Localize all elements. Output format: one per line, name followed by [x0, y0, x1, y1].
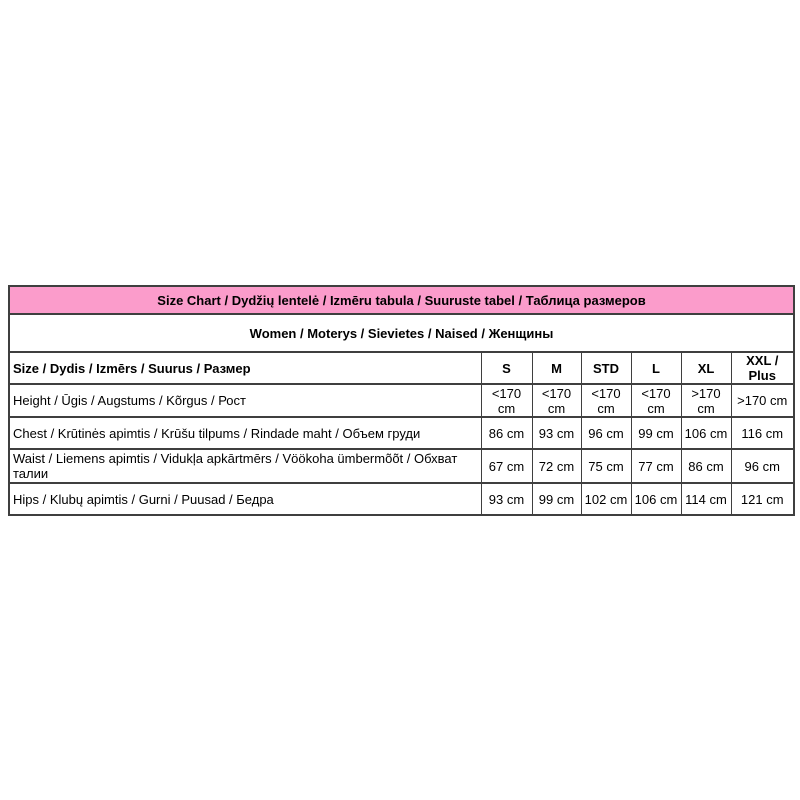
- column-header-row: [9, 352, 794, 384]
- waist-value-l: 77 cm: [631, 449, 681, 483]
- height-value-s: <170 cm: [481, 384, 532, 417]
- table-row-chest: [9, 417, 794, 449]
- row-label-chest: Chest / Krūtinės apimtis / Krūšu tilpums / Rindade maht / Объем груди: [9, 417, 481, 449]
- chest-value-m: 93 cm: [532, 417, 581, 449]
- subtitle-row: [9, 314, 794, 352]
- hips-value-l: 106 cm: [631, 483, 681, 515]
- height-value-std: <170 cm: [581, 384, 631, 417]
- column-header-size-xxl-plus: XXL / Plus: [731, 352, 794, 384]
- chest-value-xl: 106 cm: [681, 417, 731, 449]
- waist-value-xl: 86 cm: [681, 449, 731, 483]
- table-row-height: [9, 384, 794, 417]
- table-row-waist: [9, 449, 794, 483]
- chest-value-s: 86 cm: [481, 417, 532, 449]
- column-header-size-l: L: [631, 352, 681, 384]
- hips-value-xl: 114 cm: [681, 483, 731, 515]
- height-value-xxl-plus: >170 cm: [731, 384, 794, 417]
- height-value-l: <170 cm: [631, 384, 681, 417]
- waist-value-std: 75 cm: [581, 449, 631, 483]
- hips-value-std: 102 cm: [581, 483, 631, 515]
- hips-value-xxl-plus: 121 cm: [731, 483, 794, 515]
- chest-value-std: 96 cm: [581, 417, 631, 449]
- chest-value-xxl-plus: 116 cm: [731, 417, 794, 449]
- height-value-xl: >170 cm: [681, 384, 731, 417]
- gender-subtitle: Women / Moterys / Sievietes / Naised / Женщины: [9, 314, 794, 352]
- waist-value-s: 67 cm: [481, 449, 532, 483]
- column-header-size-xl: XL: [681, 352, 731, 384]
- chest-value-l: 99 cm: [631, 417, 681, 449]
- hips-value-s: 93 cm: [481, 483, 532, 515]
- column-header-size-std: STD: [581, 352, 631, 384]
- height-value-m: <170 cm: [532, 384, 581, 417]
- waist-value-m: 72 cm: [532, 449, 581, 483]
- size-chart-table: [8, 285, 795, 516]
- size-chart-title: Size Chart / Dydžių lentelė / Izmēru tabula / Suuruste tabel / Таблица размеров: [9, 286, 794, 314]
- table-row-hips: [9, 483, 794, 515]
- column-header-size-m: M: [532, 352, 581, 384]
- row-label-waist: Waist / Liemens apimtis / Vidukļa apkārtmērs / Vöökoha ümbermõõt / Обхват талии: [9, 449, 481, 483]
- hips-value-m: 99 cm: [532, 483, 581, 515]
- title-row: [9, 286, 794, 314]
- row-label-hips: Hips / Klubų apimtis / Gurni / Puusad / Бедра: [9, 483, 481, 515]
- column-header-size-s: S: [481, 352, 532, 384]
- row-label-height: Height / Ūgis / Augstums / Kõrgus / Рост: [9, 384, 481, 417]
- size-column-header-label: Size / Dydis / Izmērs / Suurus / Размер: [9, 352, 481, 384]
- waist-value-xxl-plus: 96 cm: [731, 449, 794, 483]
